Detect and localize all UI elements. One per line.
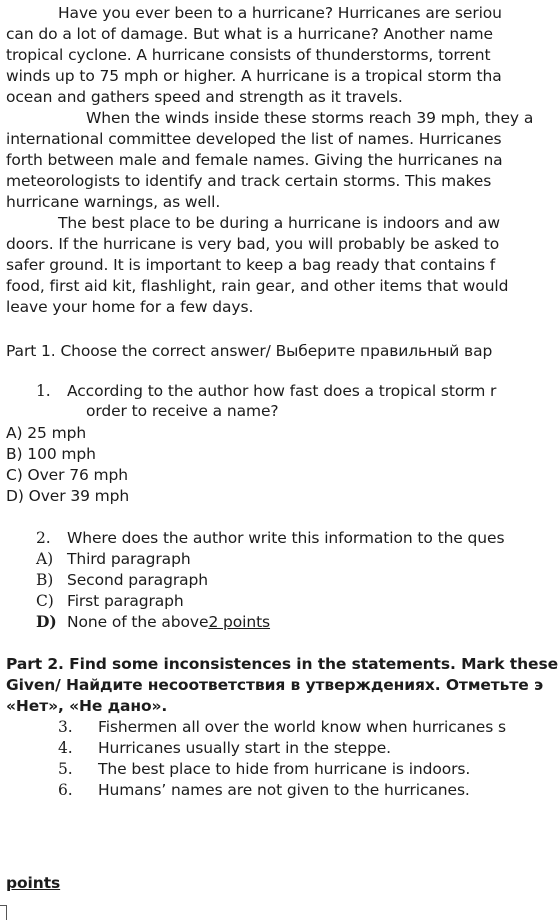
points-label: points (6, 874, 61, 892)
passage-line: Have you ever been to a hurricane? Hurricanes are seriou (58, 4, 502, 22)
passage-line: safer ground. It is important to keep a bag ready that contains f (6, 256, 496, 274)
question-text: order to receive a name? (86, 402, 279, 420)
option-letter: B) (36, 571, 54, 589)
passage-line: The best place to be during a hurricane is indoors and aw (58, 214, 500, 232)
points-label: 2 points (208, 613, 271, 631)
passage-line: hurricane warnings, as well. (6, 193, 221, 211)
answer-option: Third paragraph (67, 550, 191, 568)
option-letter: D) (36, 612, 57, 631)
passage-line: forth between male and female names. Giving the hurricanes na (6, 151, 503, 169)
statement-text: Humans’ names are not given to the hurricanes. (98, 781, 470, 799)
answer-option: D) Over 39 mph (6, 487, 130, 505)
statement-text: The best place to hide from hurricane is indoors. (98, 760, 471, 778)
part2-heading-line: «Нет», «Не дано». (6, 697, 168, 715)
passage-line: doors. If the hurricane is very bad, you will probably be asked to (6, 235, 500, 253)
page-corner-mark (0, 905, 7, 920)
question-number: 2. (36, 529, 51, 547)
part1-heading: Part 1. Choose the correct answer/ Выберите правильный вар (6, 342, 493, 360)
passage-line: When the winds inside these storms reach 39 mph, they a (86, 109, 534, 127)
part2-heading-line: Part 2. Find some inconsistences in the statements. Mark these (6, 655, 558, 673)
answer-option: B) 100 mph (6, 445, 96, 463)
passage-line: meteorologists to identify and track certain storms. This makes (6, 172, 492, 190)
passage-line: food, first aid kit, flashlight, rain gear, and other items that would (6, 277, 509, 295)
answer-option-text: None of the above (67, 613, 209, 631)
passage-line: leave your home for a few days. (6, 298, 254, 316)
option-letter: C) (36, 592, 54, 610)
statement-number: 4. (58, 739, 73, 757)
statement-text: Fishermen all over the world know when hurricanes s (98, 718, 506, 736)
statement-text: Hurricanes usually start in the steppe. (98, 739, 391, 757)
question-text: According to the author how fast does a tropical storm r (67, 382, 497, 400)
answer-option: C) Over 76 mph (6, 466, 129, 484)
answer-option: First paragraph (67, 592, 184, 610)
part2-heading-line: Given/ Найдите несоответствия в утверждениях. Отметьте э (6, 676, 544, 694)
answer-option: A) 25 mph (6, 424, 87, 442)
statement-number: 3. (58, 718, 73, 736)
question-number: 1. (36, 382, 51, 400)
passage-line: winds up to 75 mph or higher. A hurricane is a tropical storm tha (6, 67, 502, 85)
passage-line: international committee developed the list of names. Hurricanes (6, 130, 502, 148)
passage-line: can do a lot of damage. But what is a hurricane? Another name (6, 25, 493, 43)
passage-line: ocean and gathers speed and strength as it travels. (6, 88, 403, 106)
answer-option-with-points (67, 612, 270, 632)
answer-option: Second paragraph (67, 571, 208, 589)
statement-number: 5. (58, 760, 73, 778)
passage-line: tropical cyclone. A hurricane consists of thunderstorms, torrent (6, 46, 491, 64)
option-letter: A) (36, 550, 54, 568)
statement-number: 6. (58, 781, 73, 799)
question-text: Where does the author write this information to the ques (67, 529, 505, 547)
